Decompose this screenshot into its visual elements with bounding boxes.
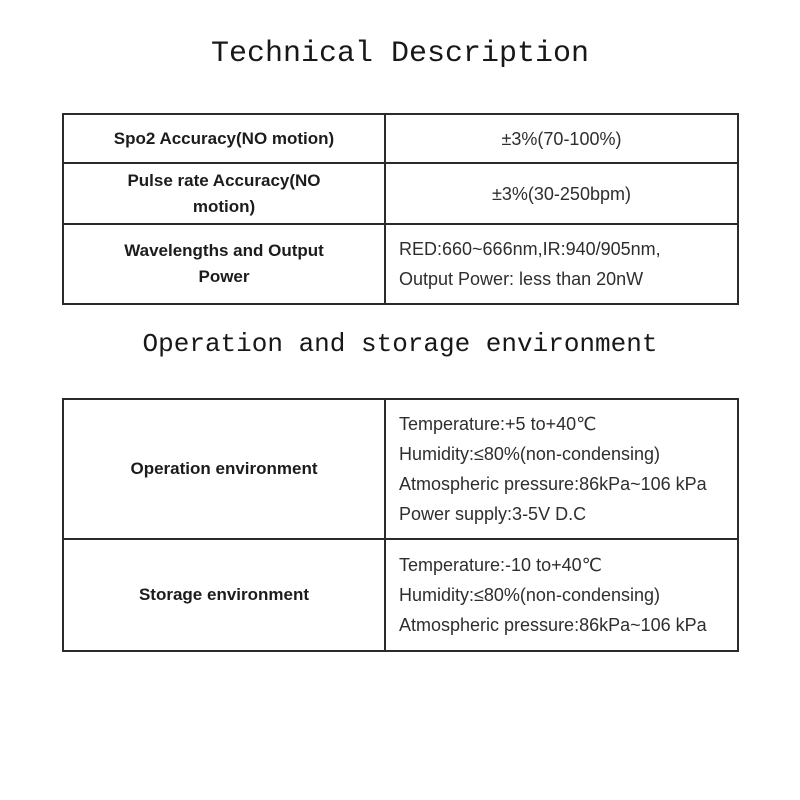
technical-description-title: Technical Description: [210, 37, 590, 71]
spec-value-line: Output Power: less than 20nW: [399, 269, 644, 289]
spec-label-text: Storage environment: [138, 585, 310, 604]
spec-value-line: ±3%(70-100%): [501, 128, 622, 149]
operation-storage-title: Operation and storage environment: [142, 329, 658, 359]
spec-row-label: [64, 400, 386, 540]
spec-value-line: Atmospheric pressure:86kPa~106 kPa: [399, 615, 707, 635]
spec-value-line: RED:660~666nm,IR:940/905nm,: [399, 239, 661, 259]
spec-value-line: Humidity:≤80%(non-condensing): [399, 444, 661, 464]
spec-row-label: [64, 540, 386, 650]
spec-row-value: [386, 400, 737, 540]
spec-row-label: [64, 164, 386, 225]
environment-spec-table: [62, 398, 739, 652]
spec-value-line: Humidity:≤80%(non-condensing): [399, 585, 661, 605]
spec-label-text: Wavelengths and Output Power: [124, 241, 324, 286]
spec-label-text: Pulse rate Accuracy(NO motion): [127, 170, 321, 216]
spec-row-label: [64, 225, 386, 303]
spec-value-line: Temperature:+5 to+40℃: [399, 414, 597, 434]
spec-row-value: [386, 164, 737, 225]
spec-label-text: Spo2 Accuracy(NO motion): [113, 128, 335, 148]
spec-value-line: Power supply:3-5V D.C: [399, 504, 587, 524]
spec-value-line: Atmospheric pressure:86kPa~106 kPa: [399, 474, 707, 494]
spec-label-text: Operation environment: [130, 459, 318, 478]
spec-row-value: [386, 225, 737, 303]
spec-value-line: ±3%(30-250bpm): [492, 183, 631, 204]
technical-spec-table: [62, 113, 739, 305]
spec-row-label: [64, 115, 386, 164]
spec-row-value: [386, 115, 737, 164]
spec-row-value: [386, 540, 737, 650]
spec-value-line: Temperature:-10 to+40℃: [399, 555, 602, 575]
